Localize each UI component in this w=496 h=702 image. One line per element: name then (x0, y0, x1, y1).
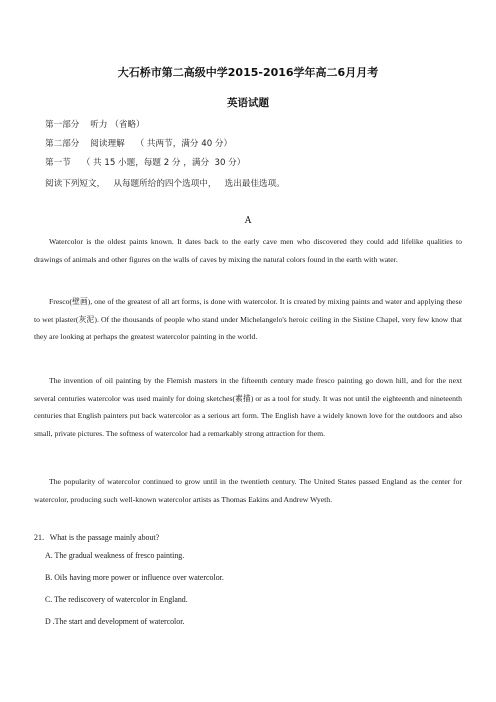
page-subtitle: 英语试题 (227, 97, 269, 109)
passage-label: A (244, 216, 252, 226)
page-title: 大石桥市第二高级中学2015-2016学年高二6月月考 (117, 66, 379, 79)
section-line: 第一节 （ 共 15 小题，每题 2 分 ，满分 30 分） (45, 158, 246, 168)
question-option[interactable]: A. The gradual weakness of fresco painting. (45, 551, 185, 560)
passage-paragraph: Fresco(壁画), one of the greatest of all art forms, is done with watercolor. It is created by mixing paints and water and applying these to wet plaster(灰泥). Of the thousands of people who stand under Michelangelo's heroic ceiling in the Sistine Chapel, very few know that they are looking at perhaps the greatest watercolor painting in the world. (34, 297, 462, 342)
question-option[interactable]: C. The rediscovery of watercolor in England. (45, 595, 188, 604)
question-stem: 21．What is the passage mainly about? (34, 533, 160, 542)
question-option[interactable]: B. Oils having more power or influence over watercolor. (45, 573, 224, 582)
passage-paragraph: The invention of oil painting by the Flemish masters in the fifteenth century made fresco painting go down hill, and for the next several centuries watercolor was used mainly for doing sketches(素描) or as a tool for study. It was not until the eighteenth and nineteenth centuries that English painters put back watercolor as a serious art form. The English have a widely known love for the outdoors and also small, private pictures. The softness of watercolor had a remarkably strong attraction for them. (34, 376, 462, 438)
section-line: 第二部分 阅读理解 （ 共两节，满分 40 分） (45, 139, 233, 149)
passage-paragraph: Watercolor is the oldest paints known. It dates back to the early cave men who discovered they could add lifelike qualities to drawings of animals and other figures on the walls of caves by mixing the natural colors found in the earth with water. (34, 237, 462, 264)
passage-paragraph: The popularity of watercolor continued to grow until in the twentieth century. The United States passed England as the center for watercolor, producing such well-known watercolor artists as Thomas Eakins and Andrew Wyeth. (34, 477, 462, 504)
instruction-line: 阅读下列短文， 从每题所给的四个选项中， 选出最佳选项。 (45, 179, 285, 189)
question-option[interactable]: D .The start and development of watercolor. (45, 617, 185, 626)
section-line: 第一部分 听力 （省略） (45, 120, 145, 130)
